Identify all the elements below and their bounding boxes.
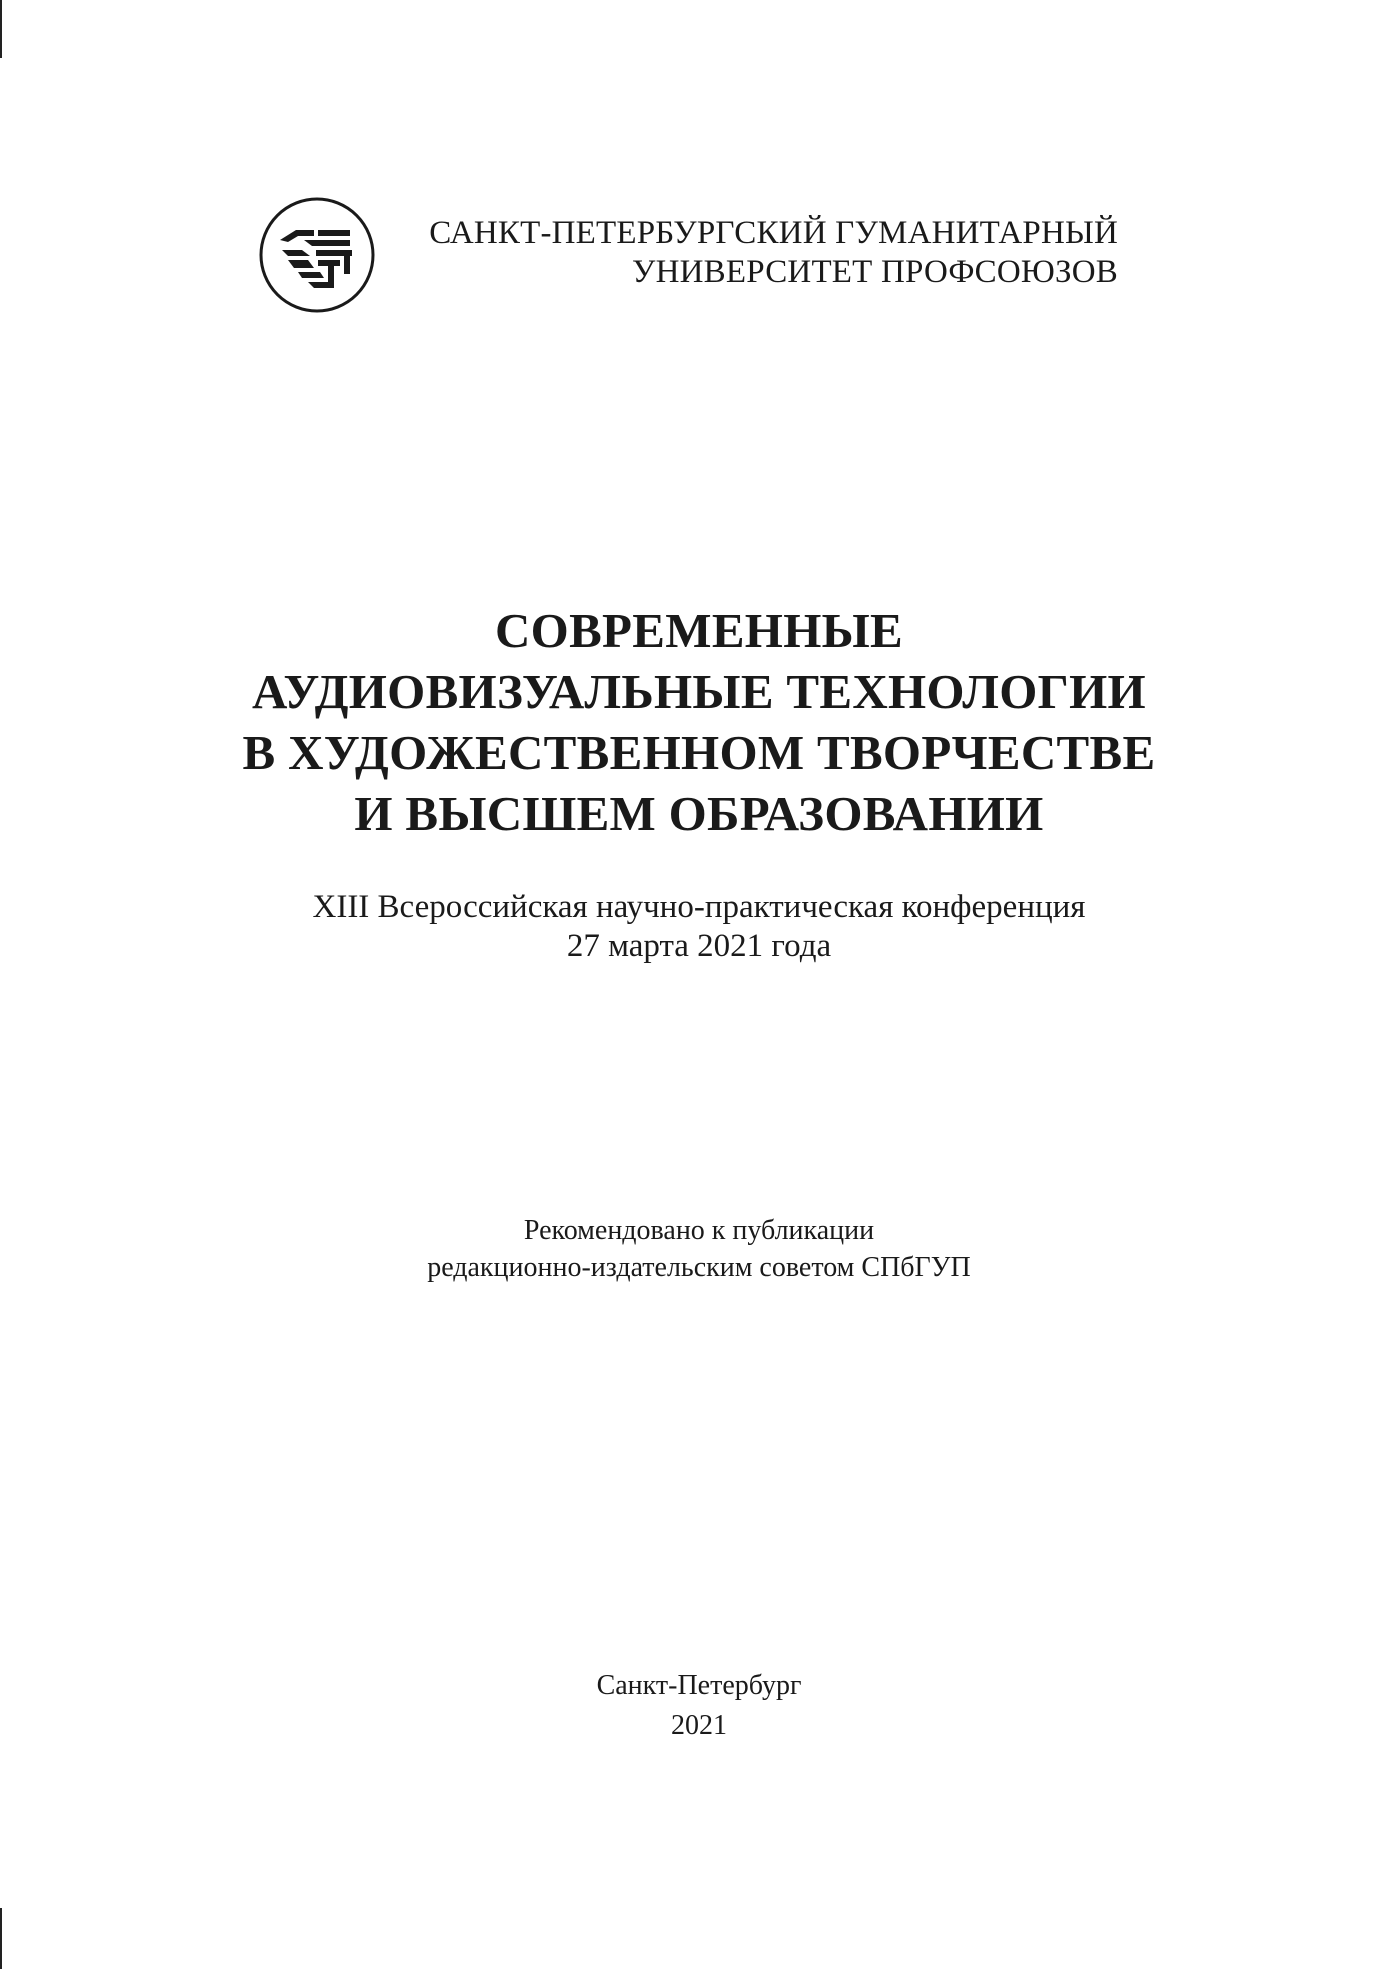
conference-date: 27 марта 2021 года [566, 928, 832, 964]
recommendation-line: Рекомендовано к публикации [523, 1215, 875, 1246]
publication-recommendation [0, 1212, 1398, 1286]
book-title-line: СОВРЕМЕННЫЕ [494, 603, 904, 658]
university-name [429, 214, 1118, 292]
crop-mark-bottom [0, 1908, 2, 1969]
book-title-line: И ВЫСШЕМ ОБРАЗОВАНИИ [354, 786, 1044, 841]
book-title-line: В ХУДОЖЕСТВЕННОМ ТВОРЧЕСТВЕ [242, 725, 1156, 780]
recommendation-line: редакционно-издательским советом СПбГУП [427, 1252, 971, 1283]
imprint [0, 1666, 1398, 1746]
book-title-line: АУДИОВИЗУАЛЬНЫЕ ТЕХНОЛОГИИ [252, 664, 1146, 719]
university-name-line: САНКТ-ПЕТЕРБУРГСКИЙ ГУМАНИТАРНЫЙ [429, 215, 1118, 251]
page-header [258, 196, 1118, 314]
conference-info [0, 888, 1398, 966]
university-emblem-icon [258, 196, 376, 314]
university-name-line: УНИВЕРСИТЕТ ПРОФСОЮЗОВ [632, 254, 1118, 290]
conference-name: XIII Всероссийская научно-практическая конференция [312, 889, 1086, 925]
imprint-city: Санкт-Петербург [596, 1670, 802, 1701]
imprint-year: 2021 [671, 1710, 727, 1741]
book-title [0, 600, 1398, 844]
crop-mark-top [0, 0, 2, 58]
